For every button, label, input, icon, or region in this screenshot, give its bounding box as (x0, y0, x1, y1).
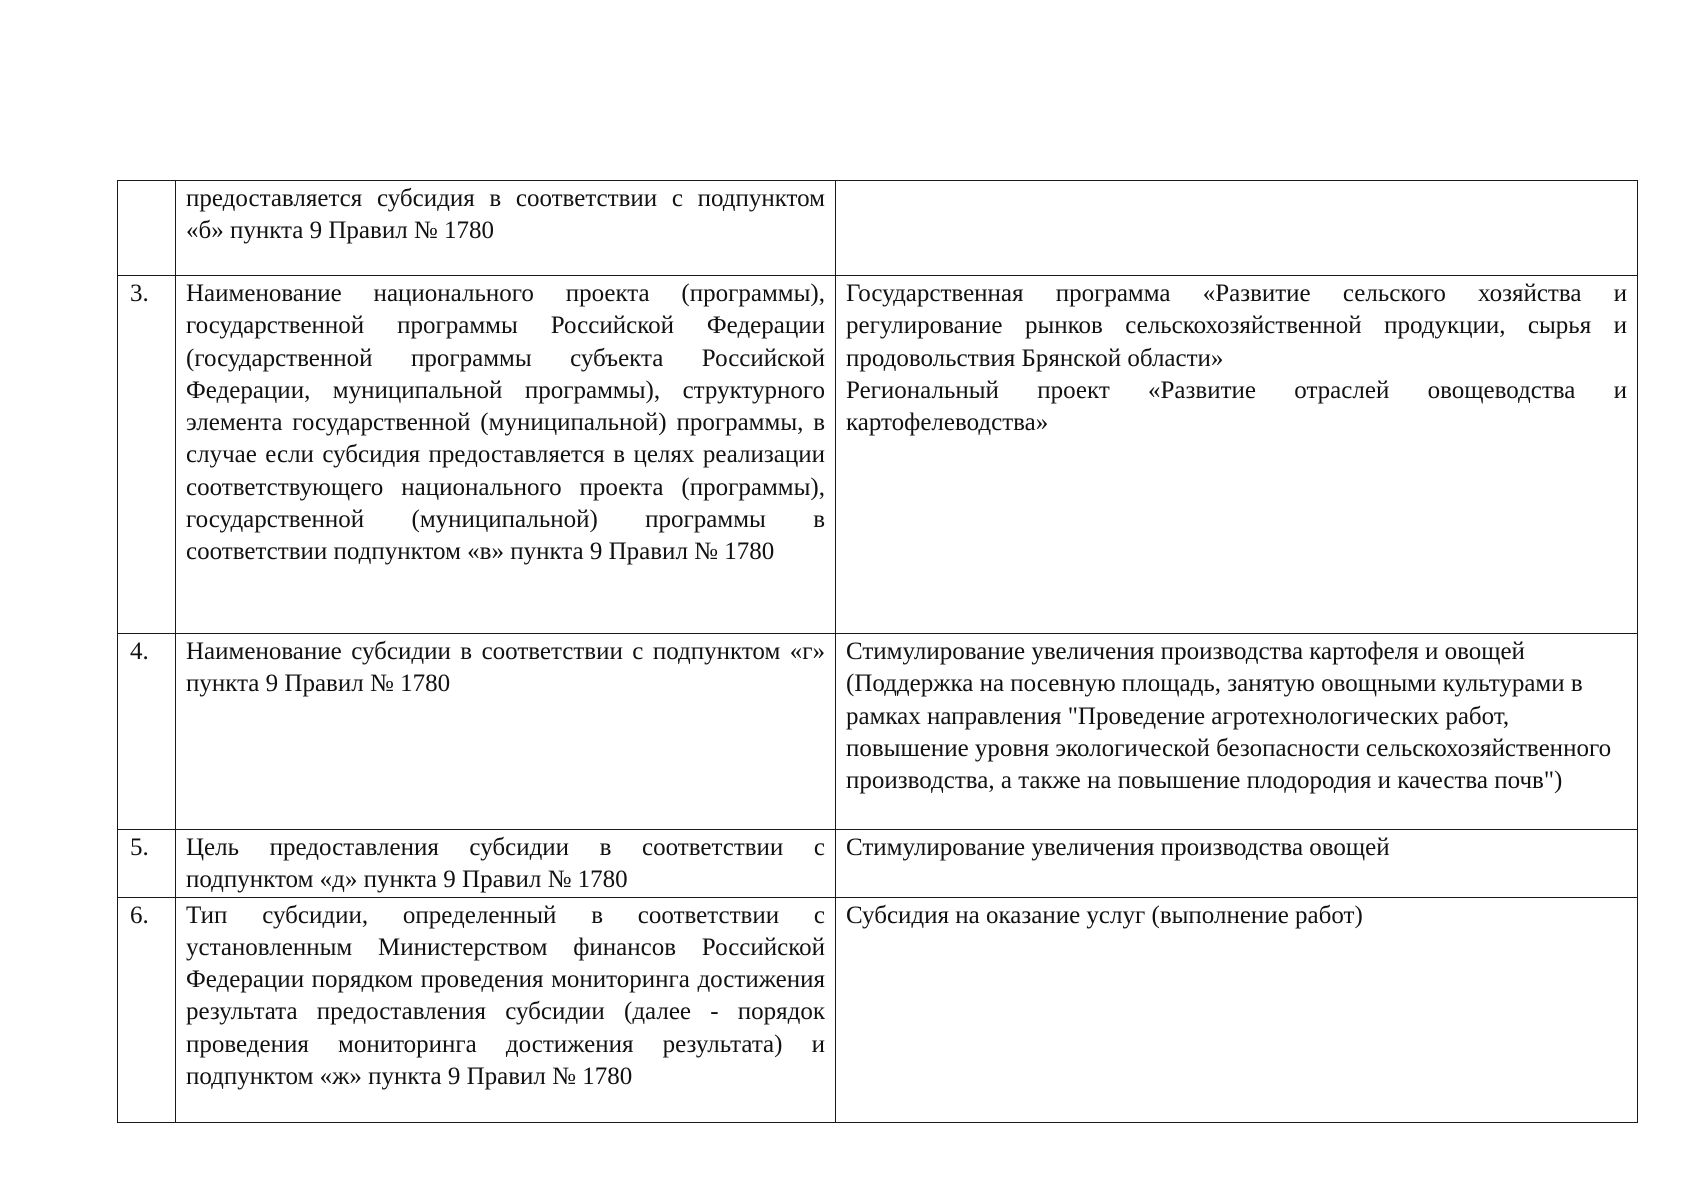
table-row (118, 181, 1638, 276)
row-value (836, 181, 1638, 276)
row-value: Субсидия на оказание услуг (выполнение работ) (836, 897, 1638, 1122)
row-number (118, 181, 176, 276)
row-name: предоставляется субсидия в соответствии с подпунктом «б» пункта 9 Правил № 1780 (176, 181, 836, 276)
row-name: Наименование национального проекта (программы), государственной программы Российской Федерации (государственной программы субъекта Российской Федерации, муниципальной программы), структурного элемента государственной (муниципальной) программы, в случае если субсидия предоставляется в целях реализации соответствующего национального проекта (программы), государственной (муниципальной) программы в соответствии подпунктом «в» пункта 9 Правил № 1780 (176, 276, 836, 634)
table-row (118, 830, 1638, 898)
state-program-text: Государственная программа «Развитие сельского хозяйства и регулирование рынков сельскохозяйственной продукции, сырья и продовольствия Брянской области» (846, 280, 1627, 372)
row-value: Стимулирование увеличения производства картофеля и овощей (Поддержка на посевную площадь, занятую овощными культурами в рамках направления "Проведение агротехнологических работ, повышение уровня экологической безопасности сельскохозяйственного производства, а также на повышение плодородия и качества почв") (836, 634, 1638, 830)
row-value (836, 276, 1638, 634)
passport-table (117, 180, 1638, 1123)
row-value: Стимулирование увеличения производства овощей (836, 830, 1638, 898)
row-number: 5. (118, 830, 176, 898)
row-name: Тип субсидии, определенный в соответствии с установленным Министерством финансов Российской Федерации порядком проведения мониторинга достижения результата предоставления субсидии (далее - порядок проведения мониторинга достижения результата) и подпунктом «ж» пункта 9 Правил № 1780 (176, 897, 836, 1122)
table-row (118, 634, 1638, 830)
row-number: 3. (118, 276, 176, 634)
row-number: 4. (118, 634, 176, 830)
regional-project-text: Региональный проект «Развитие отраслей овощеводства и картофелеводства» (846, 376, 1627, 437)
row-number: 6. (118, 897, 176, 1122)
row-name: Цель предоставления субсидии в соответствии с подпунктом «д» пункта 9 Правил № 1780 (176, 830, 836, 898)
table-row (118, 897, 1638, 1122)
row-name: Наименование субсидии в соответствии с подпунктом «г» пункта 9 Правил № 1780 (176, 634, 836, 830)
table-row (118, 276, 1638, 634)
